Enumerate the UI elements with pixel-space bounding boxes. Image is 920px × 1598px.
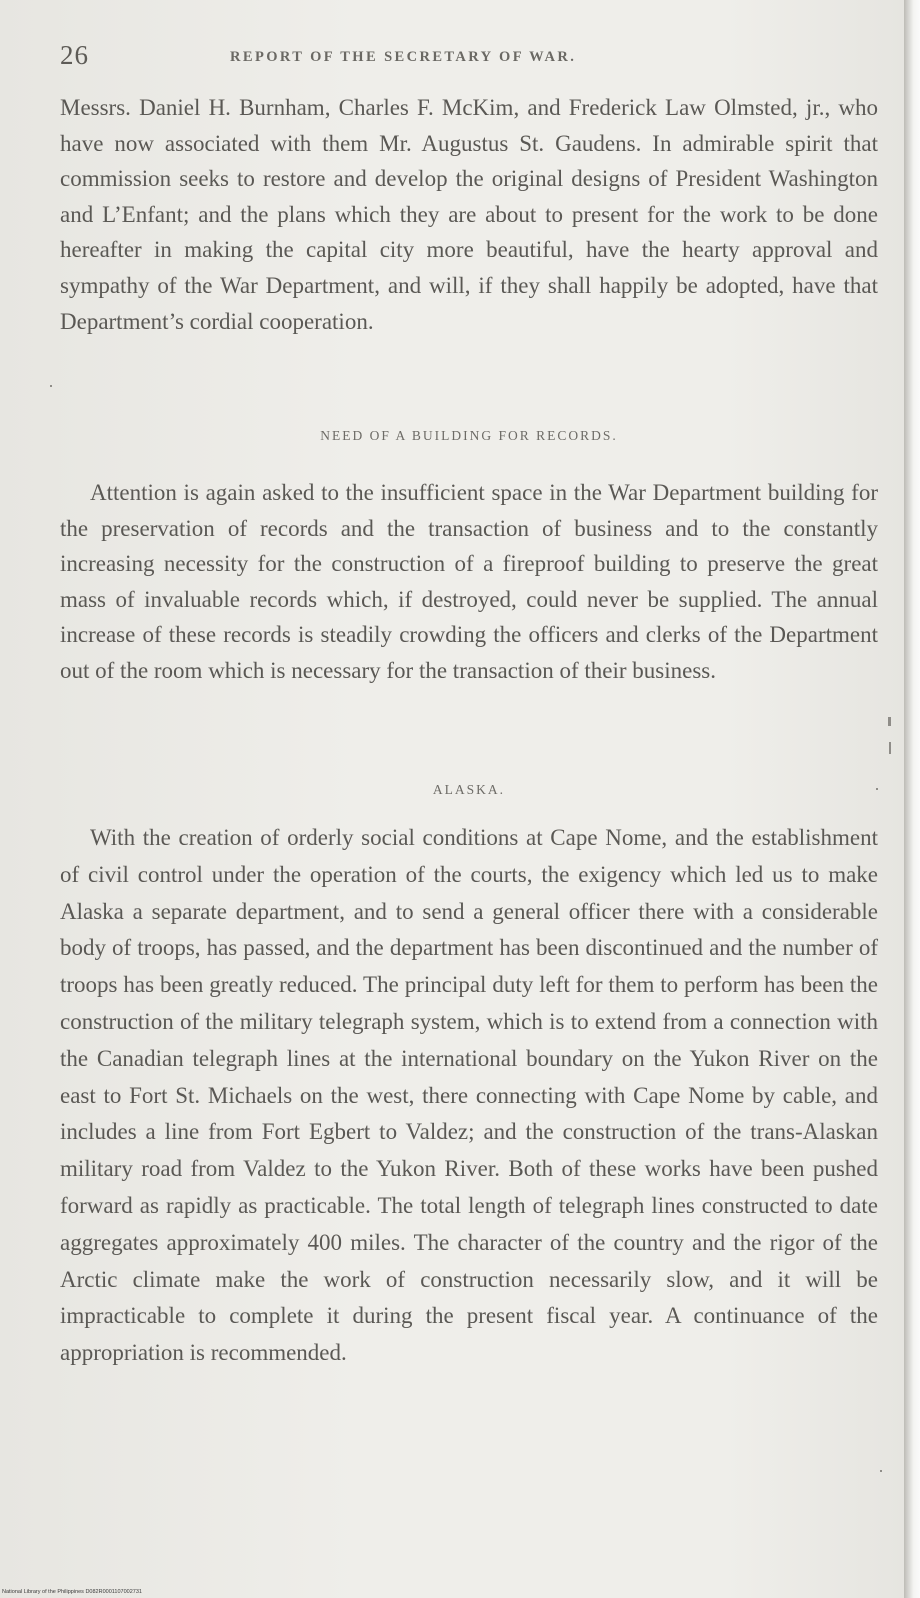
paragraph-alaska: With the creation of orderly social conditions at Cape Nome, and the establishment of civil control under the operation of the courts, the exigency which led us to make Alaska a separate department, and to send a general officer there with a considerable body of troops, has passed, and the department has been discontinued and the number of troops has been greatly reduced. The principal duty left for them to perform has been the construction of the military telegraph system, which is to extend from a connection with the Canadian telegraph lines at the international boundary on the Yukon River on the east to Fort St. Michaels on the west, there connecting with Cape Nome by cable, and includes a line from Fort Egbert to Valdez; and the construction of the trans-Alaskan military road from Valdez to the Yukon River. Both of these works have been pushed forward as rapidly as practicable. The total length of telegraph lines constructed to date aggregates approximately 400 miles. The character of the country and the rigor of the Arctic climate make the work of construction necessarily slow, and it will be impracticable to complete it during the present fiscal year. A continuance of the appropriation is recommended.: [60, 825, 878, 1366]
page-edge-shadow: [904, 0, 920, 1598]
paragraph-commission: Messrs. Daniel H. Burnham, Charles F. McKim, and Frederick Law Olmsted, jr., who have now associated with them Mr. Augustus St. Gaudens. In admirable spirit that commission seeks to restore and develop the original designs of President Washington and L’Enfant; and the plans which they are about to present for the work to be done hereafter in making the capital city more beautiful, have the hearty approval and sympathy of the War Department, and will, if they shall happily be adopted, have that Department’s cordial cooperation.: [60, 95, 878, 334]
margin-mark-right-3: [876, 788, 878, 790]
page-number: 26: [60, 40, 89, 70]
scan-credit: National Library of the Philippines D082R0001107002731: [2, 1589, 142, 1595]
section-heading-alaska: ALASKA.: [432, 782, 506, 797]
margin-mark-right-4: [880, 1470, 882, 1472]
running-head: REPORT OF THE SECRETARY OF WAR.: [230, 49, 577, 65]
margin-mark-right-2: [889, 742, 891, 754]
margin-mark-top: [50, 385, 52, 387]
paragraph-records: Attention is again asked to the insufficient space in the War Department building for the preservation of records and the transaction of business and to the constantly increasing necessity for the construction of a fireproof building to preserve the great mass of invaluable records which, if destroyed, could never be supplied. The annual increase of these records is steadily crowding the officers and clerks of the Department out of the room which is necessary for the transaction of their business.: [60, 480, 878, 683]
section-heading-records: NEED OF A BUILDING FOR RECORDS.: [320, 428, 618, 443]
page-header: [60, 40, 880, 74]
margin-mark-right-1: [888, 717, 891, 726]
